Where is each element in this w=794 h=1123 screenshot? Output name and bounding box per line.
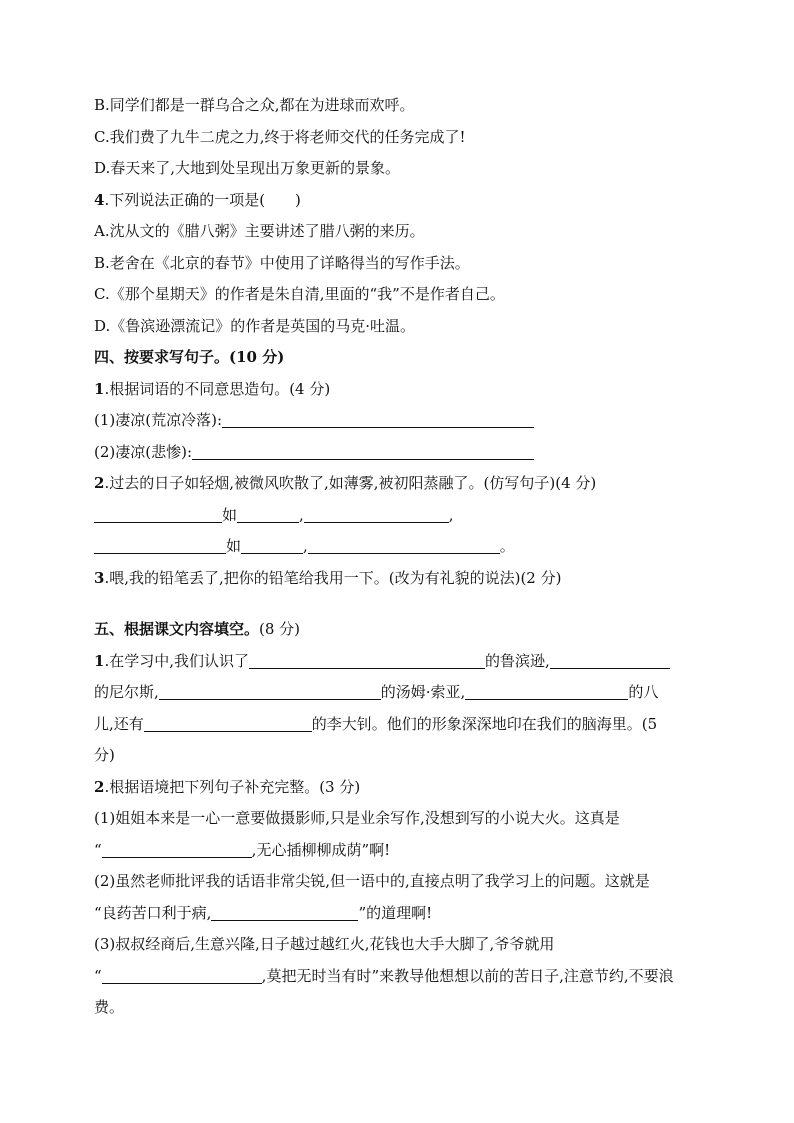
- answer-blank[interactable]: [102, 967, 262, 984]
- answer-blank[interactable]: [211, 904, 358, 921]
- answer-blank[interactable]: [159, 683, 381, 700]
- q4-stem-text: .下列说法正确的一项是( ): [104, 190, 301, 209]
- sec4-q2-number: 2: [94, 474, 105, 492]
- sec5-q2-3c: 费。: [94, 998, 125, 1016]
- sec5-q1-line3: [94, 709, 704, 741]
- worksheet-page: [94, 90, 704, 1024]
- sec4-q3: [94, 563, 704, 595]
- answer-blank[interactable]: [465, 683, 628, 700]
- sec5-q2-number: 2: [94, 777, 105, 796]
- sec5-q1-line1: [94, 646, 704, 678]
- sec5-q1-text: 的汤姆·索亚,: [380, 683, 466, 701]
- period: 。: [499, 537, 515, 555]
- sec5-q2-1b: [94, 835, 704, 867]
- comma: ,: [303, 537, 308, 555]
- sec5-q2-2-text: ”的道理啊!: [358, 903, 433, 922]
- sec4-q1-text: .根据词语的不同意思造句。(4 分): [104, 379, 331, 398]
- word-ru: 如: [226, 537, 242, 555]
- quote-open: “: [94, 840, 102, 859]
- sec5-q2-1-text: ,无心插柳柳成荫”啊!: [251, 840, 391, 859]
- sec5-q1-text: 的鲁滨逊,: [484, 651, 550, 670]
- q4-option-c: C.《那个星期天》的作者是朱自清,里面的“我”不是作者自己。: [94, 285, 505, 303]
- answer-blank[interactable]: [308, 537, 500, 554]
- q4-option-b: B.老舍在《北京的春节》中使用了详略得当的写作手法。: [94, 253, 470, 272]
- word-ru: 如: [222, 505, 238, 524]
- section-5-title: [94, 614, 704, 646]
- sec5-q2-text: .根据语境把下列句子补充完整。(3 分): [104, 777, 361, 796]
- sec5-q1-line2: [94, 677, 704, 709]
- comma: ,: [448, 505, 454, 524]
- q3-option-d: D.春天来了,大地到处呈现出万象更新的景象。: [94, 159, 401, 177]
- answer-blank[interactable]: [144, 715, 312, 732]
- answer-blank[interactable]: [94, 506, 222, 523]
- sec5-q1-text: 儿,还有: [94, 714, 144, 733]
- answer-blank[interactable]: [94, 537, 226, 554]
- sec5-q2-1a: (1)姐姐本来是一心一意要做摄影师,只是业余写作,没想到写的小说大火。这真是: [94, 809, 620, 827]
- spacer: [94, 594, 704, 614]
- sec4-q2: [94, 468, 704, 500]
- sec4-q1-a: [94, 405, 704, 437]
- sec5-q2-3-text: ,莫把无时当有时”来教导他想想以前的苦日子,注意节约,不要浪: [261, 966, 674, 985]
- quote-open: “: [94, 966, 102, 985]
- sec5-q2-3a: (3)叔叔经商后,生意兴隆,日子越过越红火,花钱也大手大脚了,爷爷就用: [94, 935, 555, 953]
- sec5-q1-text: 的李大钊。他们的形象深深地印在我们的脑海里。(5: [311, 714, 658, 733]
- answer-blank[interactable]: [241, 537, 303, 554]
- answer-blank[interactable]: [102, 841, 252, 858]
- sec4-q1: [94, 374, 704, 406]
- sec5-q1-line4: 分): [94, 746, 115, 764]
- answer-blank[interactable]: [192, 443, 534, 460]
- sec5-q1-text: 的八: [628, 683, 659, 701]
- answer-blank[interactable]: [237, 506, 299, 523]
- section-5-title-text: 五、根据课文内容填空。: [94, 620, 260, 638]
- q3-option-c: C.我们费了九牛二虎之力,终于将老师交代的任务完成了!: [94, 127, 466, 146]
- sec4-q2-line2: [94, 531, 704, 563]
- sec4-q3-number: 3: [94, 568, 105, 587]
- q4-option-d: D.《鲁滨逊漂流记》的作者是英国的马克·吐温。: [94, 316, 416, 335]
- sec5-q1-text: .在学习中,我们认识了: [104, 651, 249, 670]
- answer-blank[interactable]: [249, 652, 485, 669]
- q3-option-b: B.同学们都是一群乌合之众,都在为进球而欢呼。: [94, 96, 415, 114]
- q4-stem: [94, 185, 704, 217]
- answer-blank[interactable]: [550, 652, 670, 669]
- sec4-q1-a-label: (1)凄凉(荒凉冷落):: [94, 411, 223, 429]
- sec5-q2: [94, 772, 704, 804]
- sec5-q2-3b: [94, 961, 704, 993]
- sec4-q1-b-label: (2)凄凉(悲惨):: [94, 442, 193, 461]
- section-4-title: 四、按要求写句子。(10 分): [94, 348, 285, 366]
- answer-blank[interactable]: [304, 506, 449, 523]
- q4-number: 4: [94, 190, 105, 209]
- sec5-q2-2a: (2)虽然老师批评我的话语非常尖锐,但一语中的,直接点明了我学习上的问题。这就是: [94, 872, 650, 890]
- sec5-q2-2-text: “良药苦口利于病,: [94, 903, 212, 922]
- sec4-q1-b: [94, 437, 704, 469]
- answer-blank[interactable]: [222, 411, 534, 428]
- q4-option-a: A.沈从文的《腊八粥》主要讲述了腊八粥的来历。: [94, 222, 425, 240]
- section-5-score: (8 分): [259, 620, 301, 638]
- sec5-q1-number: 1: [94, 651, 105, 670]
- sec5-q2-2b: [94, 898, 704, 930]
- sec4-q3-text: .喂,我的铅笔丢了,把你的铅笔给我用一下。(改为有礼貌的说法)(2 分): [104, 568, 562, 587]
- comma: ,: [299, 505, 304, 524]
- sec5-q1-text: 的尼尔斯,: [94, 683, 159, 701]
- sec4-q2-text: .过去的日子如轻烟,被微风吹散了,如薄雾,被初阳蒸融了。(仿写句子)(4 分): [104, 474, 597, 492]
- sec4-q2-line1: [94, 500, 704, 532]
- sec4-q1-number: 1: [94, 379, 105, 398]
